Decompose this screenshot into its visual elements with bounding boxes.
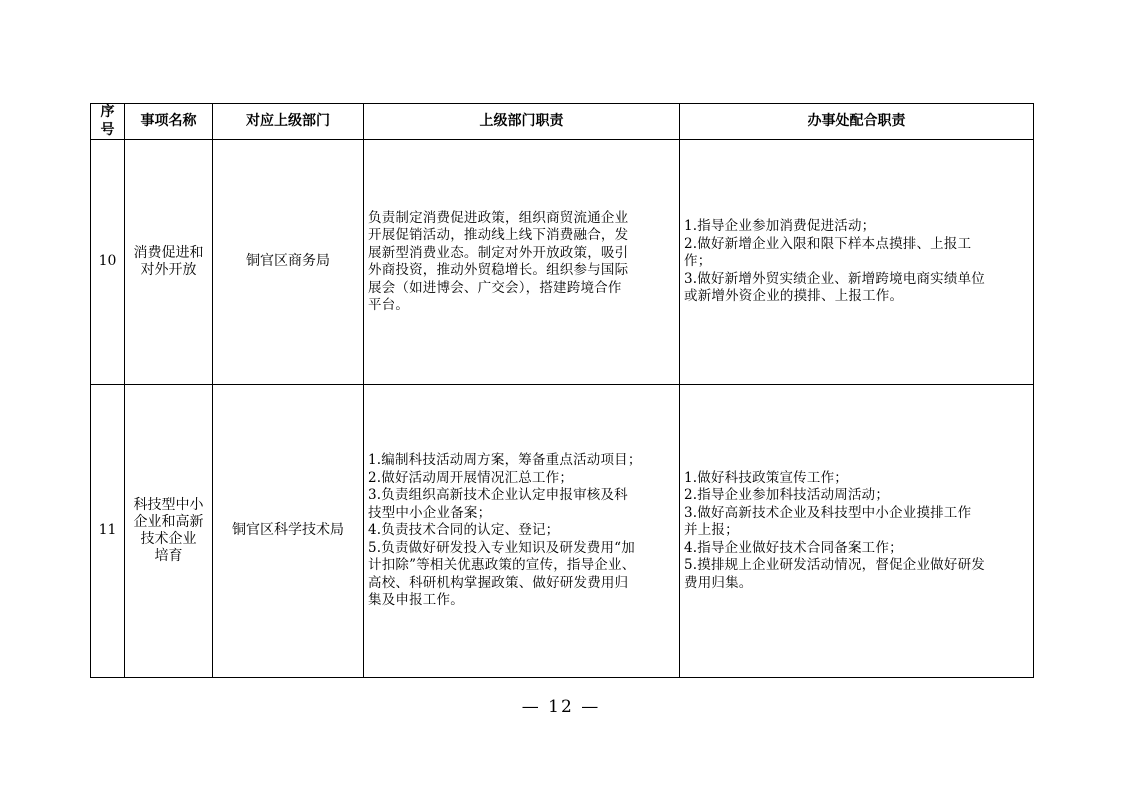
duty-line: 技型中小企业备案；	[368, 504, 492, 521]
duty-line: 4.指导企业做好技术合同备案工作；	[684, 539, 903, 556]
duty-line: 费用归集。	[684, 574, 753, 591]
item-name-line: 消费促进和	[133, 245, 204, 261]
item-name-line: 技术企业	[140, 531, 197, 547]
row-number: 11	[91, 385, 125, 678]
table-row	[91, 140, 1034, 385]
duty-line: 1.指导企业参加消费促进活动；	[684, 218, 876, 235]
duty-line: 3.负责组织高新技术企业认定申报审核及科	[368, 487, 628, 504]
office-duty-cell	[680, 385, 1034, 678]
upper-duty-cell	[364, 385, 680, 678]
upper-duty-cell	[364, 140, 680, 385]
duty-line: 4.负责技术合同的认定、登记；	[368, 522, 560, 539]
duty-line: 2.做好新增企业入限和限下样本点摸排、上报工	[684, 235, 972, 252]
header-office-duty: 办事处配合职责	[680, 104, 1034, 140]
item-name-line: 企业和高新	[133, 514, 204, 530]
item-name-line: 对外开放	[140, 262, 197, 278]
table-row	[91, 385, 1034, 678]
header-upper-dept: 对应上级部门	[213, 104, 364, 140]
duty-line: 1.编制科技活动周方案，筹备重点活动项目；	[368, 452, 642, 469]
item-name-line: 培育	[154, 548, 183, 564]
duty-line: 展会（如进博会、广交会），搭建跨境合作	[368, 279, 622, 296]
office-duty-cell	[680, 140, 1034, 385]
duty-line: 5.负责做好研发投入专业知识及研发费用“加	[368, 539, 635, 556]
duty-line: 高校、科研机构掌握政策、做好研发费用归	[368, 574, 629, 591]
duty-line: 计扣除”等相关优惠政策的宣传，指导企业、	[368, 557, 636, 574]
duty-line: 平台。	[368, 297, 410, 313]
upper-dept-cell: 铜官区科学技术局	[213, 385, 364, 678]
duty-line: 3.做好新增外贸实绩企业、新增跨境电商实绩单位	[684, 270, 985, 287]
row-number: 10	[91, 140, 125, 385]
item-name-cell	[125, 385, 213, 678]
duty-line: 作；	[684, 253, 712, 270]
duty-line: 5.摸排规上企业研发活动情况，督促企业做好研发	[684, 557, 985, 574]
header-upper-duty: 上级部门职责	[364, 104, 680, 140]
duty-line: 展新型消费业态。制定对外开放政策，吸引	[368, 244, 629, 261]
duty-line: 开展促销活动，推动线上线下消费融合，发	[368, 227, 629, 243]
upper-dept-cell: 铜官区商务局	[213, 140, 364, 385]
duty-line: 2.指导企业参加科技活动周活动；	[684, 487, 890, 504]
duty-line: 集及申报工作。	[368, 592, 464, 609]
duty-line: 1.做好科技政策宣传工作；	[684, 469, 848, 486]
duty-line: 或新增外资企业的摸排、上报工作。	[684, 288, 904, 305]
duty-line: 外商投资，推动外贸稳增长。组织参与国际	[368, 262, 629, 278]
page-number: — 12 —	[521, 697, 601, 717]
duty-line: 并上报；	[684, 522, 739, 539]
duty-line: 负责制定消费促进政策，组织商贸流通企业	[368, 209, 629, 226]
duty-line: 2.做好活动周开展情况汇总工作；	[368, 469, 574, 486]
header-num: 序号	[91, 104, 125, 140]
duty-line: 3.做好高新技术企业及科技型中小企业摸排工作	[684, 504, 972, 521]
item-name-line: 科技型中小	[133, 497, 204, 513]
header-item-name: 事项名称	[125, 104, 213, 140]
item-name-cell	[125, 140, 213, 385]
duty-table	[90, 103, 1034, 678]
header-row	[91, 104, 1034, 140]
